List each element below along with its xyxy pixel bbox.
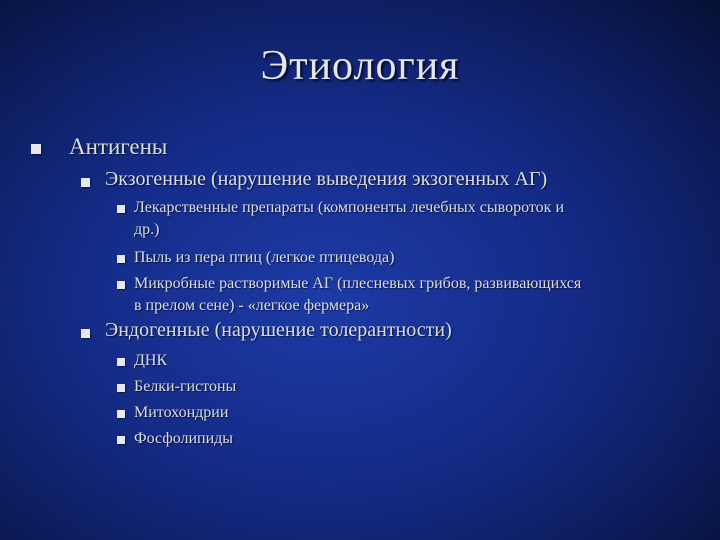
endogenous-item-histones: Белки-гистоны	[134, 378, 237, 395]
bullet-square-icon	[117, 410, 125, 418]
bullet-square-icon	[117, 205, 125, 213]
bullet-exogenous: Экзогенные (нарушение выведения экзогенных АГ)	[105, 168, 548, 190]
slide-title: Этиология	[260, 43, 460, 89]
bullet-square-icon	[117, 436, 125, 444]
exogenous-item-1-line1: Лекарственные препараты (компоненты лечебных сывороток и	[134, 199, 564, 216]
endogenous-item-dna: ДНК	[134, 352, 168, 369]
bullet-square-icon	[117, 281, 125, 289]
bullet-square-icon	[81, 329, 90, 338]
exogenous-item-3-line2: в прелом сене) - «легкое фермера»	[134, 297, 370, 314]
exogenous-item-3-line1: Микробные растворимые АГ (плесневых грибов, развивающихся	[134, 275, 582, 292]
exogenous-item-1-line2: др.)	[134, 221, 160, 238]
bullet-square-icon	[31, 144, 41, 154]
bullet-square-icon	[117, 255, 125, 263]
bullet-square-icon	[81, 178, 90, 187]
exogenous-item-2: Пыль из пера птиц (легкое птицевода)	[134, 249, 395, 266]
bullet-endogenous: Эндогенные (нарушение толерантности)	[105, 319, 452, 341]
bullet-square-icon	[117, 358, 125, 366]
endogenous-item-phospholipids: Фосфолипиды	[134, 430, 234, 447]
bullet-square-icon	[117, 384, 125, 392]
bullet-antigens: Антигены	[69, 134, 168, 159]
endogenous-item-mitochondria: Митохондрии	[134, 404, 229, 421]
